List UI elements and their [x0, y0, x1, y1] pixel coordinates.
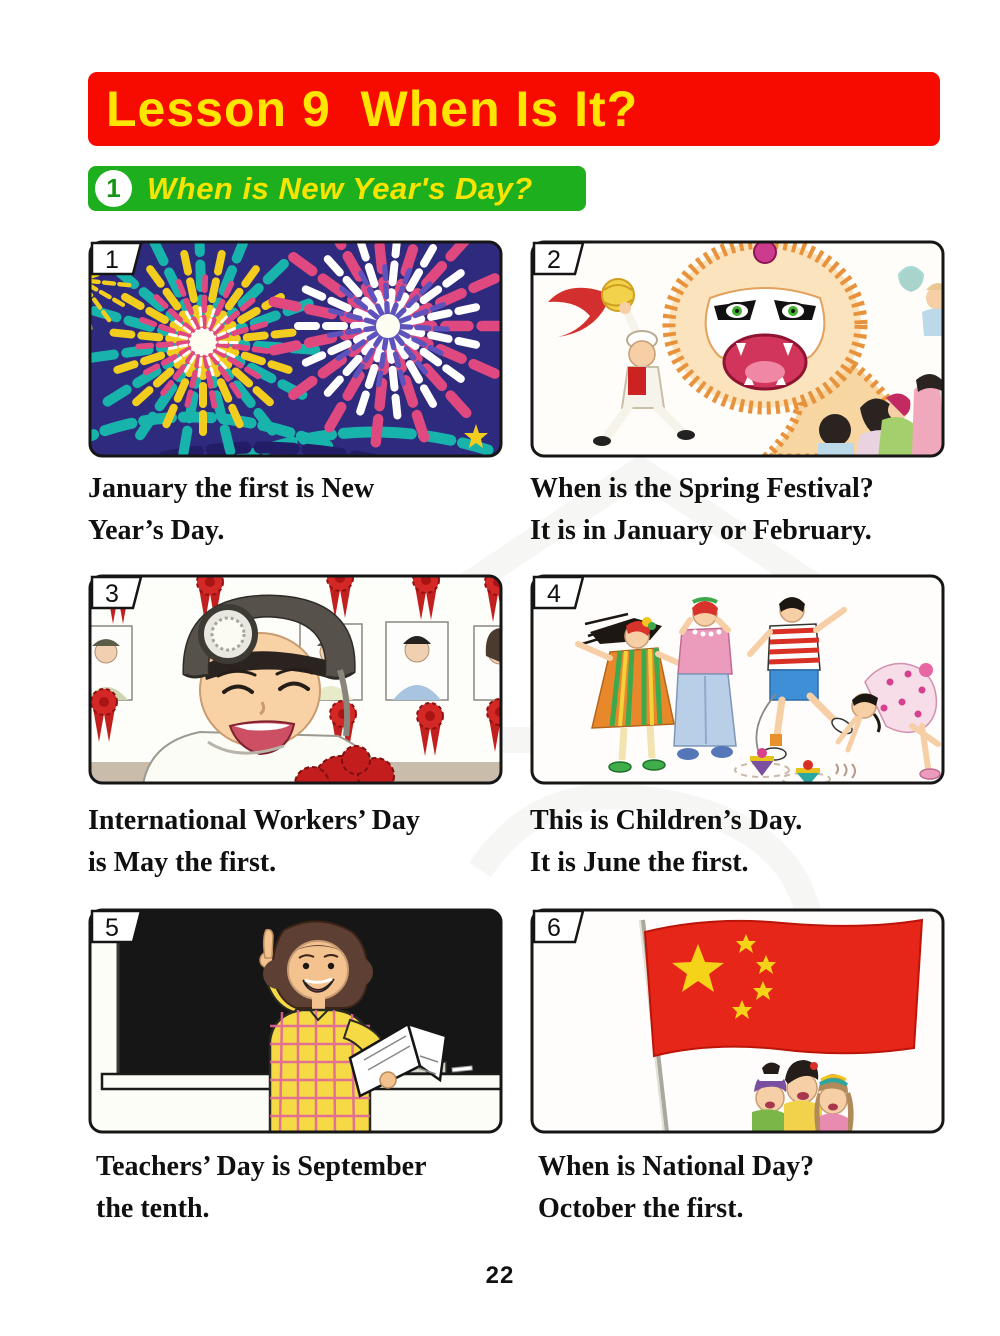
caption-panel-3: [88, 800, 518, 884]
caption-panel-6: [538, 1146, 968, 1230]
caption-line: Teachers’ Day is September: [96, 1151, 427, 1182]
panel-number: 5: [105, 914, 119, 942]
lion-dance-illustration: [530, 240, 945, 458]
caption-line: When is National Day?: [538, 1151, 815, 1182]
caption-line: October the first.: [538, 1193, 744, 1224]
caption-line: is May the first.: [88, 847, 277, 878]
section-number-badge: 1: [95, 170, 132, 207]
panel-number: 4: [547, 580, 561, 608]
panel-number: 6: [547, 914, 561, 942]
panel-childrens-day: [530, 574, 945, 785]
lesson-title: Lesson 9 When Is It?: [106, 81, 639, 137]
caption-panel-2: [530, 468, 960, 552]
children-playing-illustration: [530, 574, 945, 785]
miner-illustration: [88, 574, 503, 785]
caption-line: January the first is New: [88, 473, 375, 504]
panel-national-day: [530, 908, 945, 1134]
section-question: When is New Year's Day?: [147, 170, 533, 206]
panel-number: 3: [105, 580, 119, 608]
panel-number: 2: [547, 246, 561, 274]
teacher-illustration: [88, 908, 503, 1134]
caption-panel-4: [530, 800, 960, 884]
lesson-banner: [88, 72, 940, 146]
caption-line: the tenth.: [96, 1193, 210, 1224]
panel-number: 1: [105, 246, 119, 274]
caption-line: It is June the first.: [530, 847, 749, 878]
caption-line: International Workers’ Day: [88, 805, 420, 836]
panel-fireworks: [88, 240, 503, 458]
caption-line: This is Children’s Day.: [530, 805, 803, 836]
national-flag-illustration: [530, 908, 945, 1134]
caption-line: It is in January or February.: [530, 515, 872, 546]
caption-line: When is the Spring Festival?: [530, 473, 874, 504]
panel-teachers-day: [88, 908, 503, 1134]
fireworks-illustration: [88, 240, 503, 458]
caption-panel-5: [96, 1146, 526, 1230]
caption-line: Year’s Day.: [88, 515, 225, 546]
caption-panel-1: [88, 468, 518, 552]
panel-workers-day: [88, 574, 503, 785]
page-number: 22: [485, 1262, 515, 1289]
section-banner: [88, 166, 586, 211]
panel-lion-dance: [530, 240, 945, 458]
